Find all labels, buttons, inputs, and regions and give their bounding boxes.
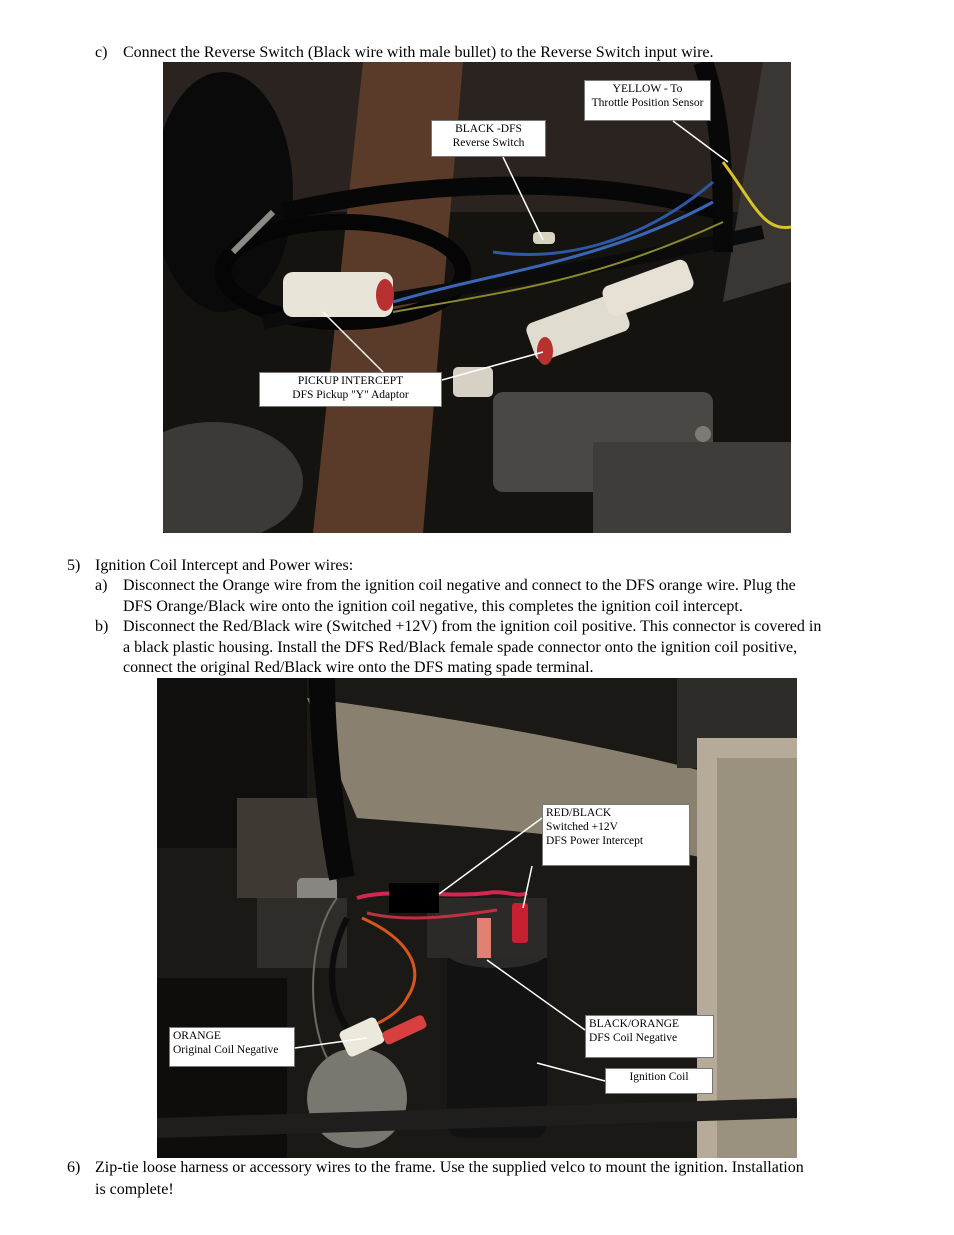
step-5b-marker: b) [95,618,109,635]
black-reverse-switch-callout [431,120,546,157]
step-c-text: Connect the Reverse Switch (Black wire with male bullet) to the Reverse Switch input wire. [123,44,714,61]
ignition-coil-callout [605,1068,713,1094]
pickup-intercept-callout [259,372,442,407]
pickup-callout-line2: DFS Pickup "Y" Adaptor [292,389,409,401]
orange-coil-negative-callout [169,1027,295,1067]
step-6-line-2: is complete! [95,1181,174,1198]
black-orange-coil-negative-callout [585,1015,714,1058]
step-6-line-1: Zip-tie loose harness or accessory wires to the frame. Use the supplied velco to mount the ignition. Installation [95,1159,804,1176]
orange-callout-line2: Original Coil Negative [173,1044,279,1056]
step-6-marker: 6) [67,1159,81,1176]
reverse-switch-photo [163,62,791,533]
step-5a-marker: a) [95,577,108,594]
wire-junction-marker [389,883,439,913]
step-5b-line-3: connect the original Red/Black wire onto the DFS mating spade terminal. [123,659,594,676]
step-5b-line-2: a black plastic housing. Install the DFS Red/Black female spade connector onto the ignition coil positive, [123,639,798,656]
orange-callout-line1: ORANGE [173,1030,221,1042]
yellow-callout-line2: Throttle Position Sensor [591,97,704,109]
redblack-callout-line1: RED/BLACK [546,807,612,819]
blackorange-callout-line1: BLACK/ORANGE [589,1018,680,1030]
step-c-marker: c) [95,44,108,61]
blackorange-callout-line2: DFS Coil Negative [589,1032,678,1044]
step-5a-line-2: DFS Orange/Black wire onto the ignition coil negative, this completes the ignition coil intercept. [123,598,743,615]
pickup-callout-line1: PICKUP INTERCEPT [297,375,404,387]
redblack-callout-line2: Switched +12V [546,821,618,833]
yellow-callout-line1: YELLOW - To [612,83,683,95]
black-callout-line1: BLACK -DFS [455,123,522,135]
step-5b-line-1: Disconnect the Red/Black wire (Switched +12V) from the ignition coil positive. This connector is covered in [123,618,822,635]
redblack-callout-line3: DFS Power Intercept [546,835,644,847]
step-5-marker: 5) [67,557,81,574]
ignition-coil-photo [157,678,797,1158]
coil-callout-line1: Ignition Coil [629,1071,689,1083]
black-callout-line2: Reverse Switch [452,137,525,149]
red-black-power-callout [542,804,690,866]
step-5-heading: Ignition Coil Intercept and Power wires: [95,557,354,574]
step-5a-line-1: Disconnect the Orange wire from the ignition coil negative and connect to the DFS orange wire. Plug the [123,577,796,594]
yellow-tps-callout [584,80,711,121]
